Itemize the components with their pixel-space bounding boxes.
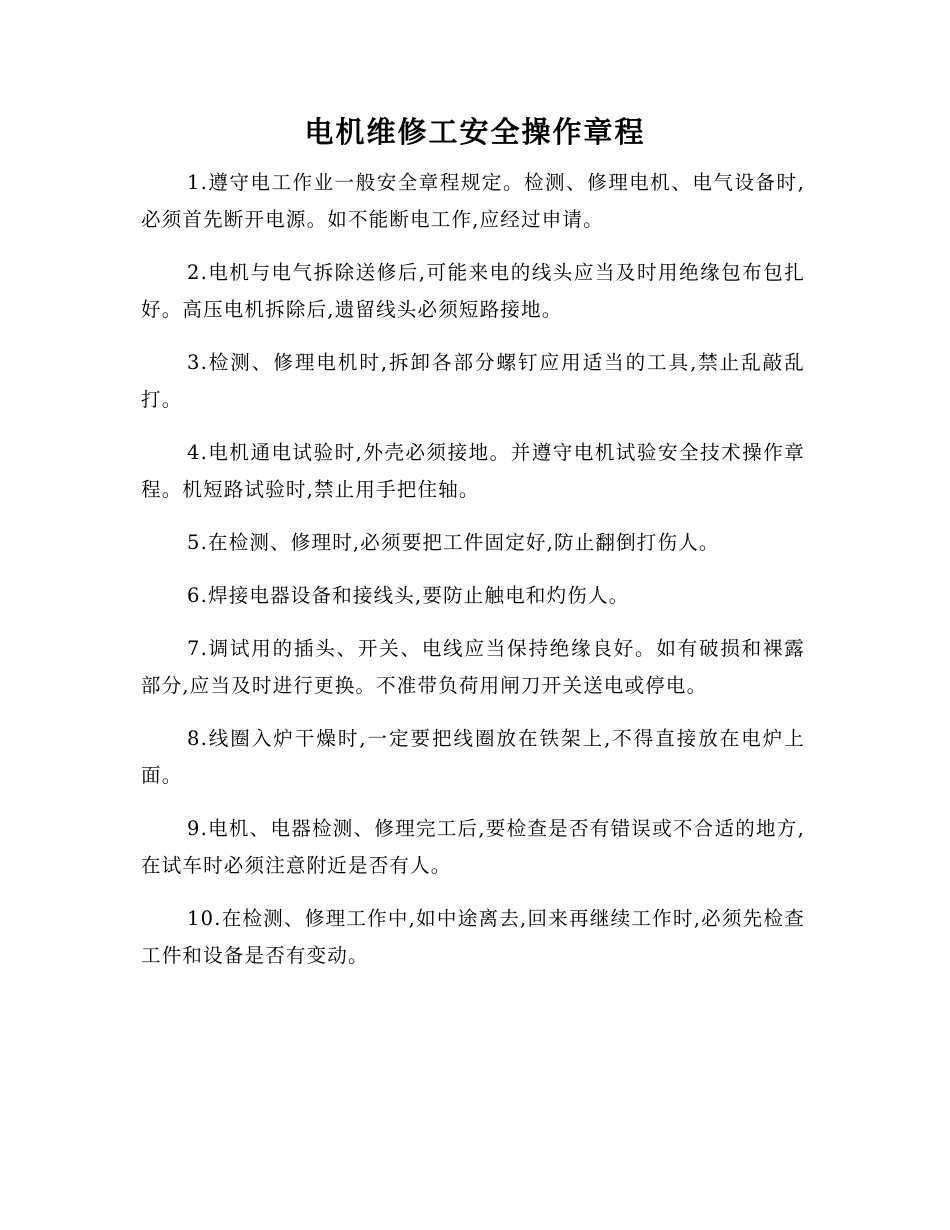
paragraph-3: 3.检测、修理电机时,拆卸各部分螺钉应用适当的工具,禁止乱敲乱打。 [141,351,805,411]
paragraph-10: 10.在检测、修理工作中,如中途离去,回来再继续工作时,必须先检查工件和设备是否有变动。 [141,907,805,967]
paragraph-8: 8.线圈入炉干燥时,一定要把线圈放在铁架上,不得直接放在电炉上面。 [141,727,805,787]
paragraph-1: 1.遵守电工作业一般安全章程规定。检测、修理电机、电气设备时,必须首先断开电源。如不能断电工作,应经过申请。 [141,171,805,231]
paragraph-5: 5.在检测、修理时,必须要把工件固定好,防止翻倒打伤人。 [187,531,720,554]
paragraph-4: 4.电机通电试验时,外壳必须接地。并遵守电机试验安全技术操作章程。机短路试验时,禁止用手把住轴。 [141,441,805,501]
paragraph-7: 7.调试用的插头、开关、电线应当保持绝缘良好。如有破损和裸露部分,应当及时进行更换。不准带负荷用闸刀开关送电或停电。 [141,637,805,697]
paragraph-6: 6.焊接电器设备和接线头,要防止触电和灼伤人。 [187,584,630,607]
document-body [141,164,805,990]
paragraph-9: 9.电机、电器检测、修理完工后,要检查是否有错误或不合适的地方,在试车时必须注意附近是否有人。 [141,817,805,877]
document-title: 电机维修工安全操作章程 [304,115,646,149]
paragraph-2: 2.电机与电气拆除送修后,可能来电的线头应当及时用绝缘包布包扎好。高压电机拆除后,遗留线头必须短路接地。 [141,261,805,321]
